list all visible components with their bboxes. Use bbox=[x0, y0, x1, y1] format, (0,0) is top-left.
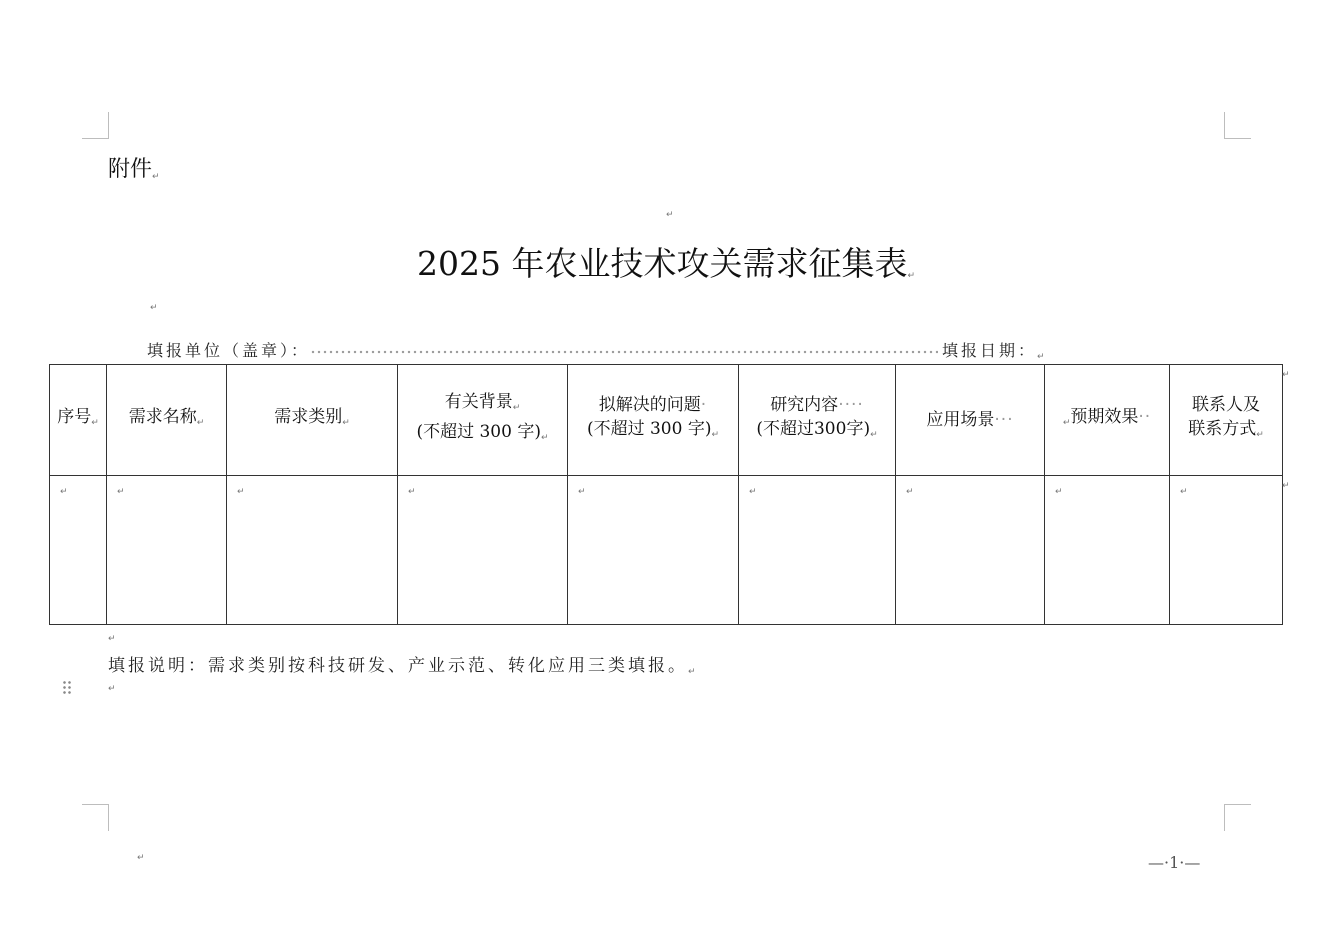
cell-end-mark-icon: ↵ bbox=[870, 430, 878, 440]
header-cell-contact[interactable] bbox=[1170, 365, 1283, 476]
cell-end-mark-icon: ↵ bbox=[237, 487, 245, 497]
row-end-mark-icon: ↵ bbox=[1282, 481, 1290, 491]
formatting-dots: ··· bbox=[994, 410, 1014, 430]
header-sublabel: 联系方式 bbox=[1188, 419, 1257, 439]
paragraph-mark-icon: ↵ bbox=[907, 271, 916, 281]
header-label: 需求类别 bbox=[274, 407, 343, 427]
fill-in-line[interactable] bbox=[147, 338, 1048, 362]
paragraph-mark-icon: ↵ bbox=[137, 853, 145, 863]
table-row bbox=[50, 476, 1283, 625]
page-number-value: 1 bbox=[1169, 853, 1180, 872]
cell-end-mark-icon: ↵ bbox=[342, 418, 350, 428]
row-end-mark-icon: ↵ bbox=[1282, 370, 1290, 380]
header-cell-research-content[interactable] bbox=[739, 365, 896, 476]
cell-end-mark-icon: ↵ bbox=[60, 487, 68, 497]
header-label: 预期效果 bbox=[1070, 407, 1139, 427]
filling-instructions[interactable] bbox=[108, 651, 699, 677]
cell-end-mark-icon: ↵ bbox=[91, 418, 99, 428]
table-cell[interactable] bbox=[398, 476, 568, 625]
header-label: 应用场景 bbox=[926, 410, 995, 430]
dotted-leader bbox=[310, 347, 938, 357]
document-title[interactable] bbox=[0, 238, 1334, 285]
crop-mark-top-right bbox=[1224, 112, 1251, 139]
table-header-row bbox=[50, 365, 1283, 476]
paragraph-mark-icon: ↵ bbox=[108, 684, 116, 694]
cell-end-mark-icon: ↵ bbox=[512, 403, 521, 413]
formatting-dots: ···· bbox=[838, 395, 864, 415]
header-label: 有关背景 bbox=[444, 392, 513, 412]
table-cell[interactable] bbox=[896, 476, 1045, 625]
header-sublabel: (不超过 300 字) bbox=[416, 422, 541, 442]
header-label: 联系人及 bbox=[1192, 395, 1260, 415]
header-cell-background[interactable] bbox=[398, 365, 568, 476]
cell-end-mark-icon: ↵ bbox=[408, 487, 416, 497]
header-label: 需求名称 bbox=[128, 407, 197, 427]
header-cell-problem[interactable] bbox=[568, 365, 739, 476]
fill-unit-label: 填报单位（盖章）： bbox=[147, 341, 311, 360]
paragraph-mark-icon: ↵ bbox=[1037, 352, 1048, 362]
cell-end-mark-icon: ↵ bbox=[1256, 430, 1264, 440]
header-cell-index[interactable] bbox=[50, 365, 107, 476]
fill-date-label: 填报日期： bbox=[942, 341, 1038, 360]
cell-end-mark-icon: ↵ bbox=[711, 430, 720, 440]
filling-instructions-text: 填报说明：需求类别按科技研发、产业示范、转化应用三类填报。 bbox=[108, 656, 688, 676]
cell-end-mark-icon: ↵ bbox=[1180, 487, 1188, 497]
header-cell-demand-category[interactable] bbox=[227, 365, 398, 476]
table-cell[interactable] bbox=[1170, 476, 1283, 625]
cell-end-mark-icon: ↵ bbox=[117, 487, 125, 497]
table-cell[interactable] bbox=[1045, 476, 1170, 625]
paragraph-mark-icon: ↵ bbox=[108, 634, 116, 644]
cell-end-mark-icon: ↵ bbox=[578, 487, 586, 497]
paragraph-mark-icon: ↵ bbox=[152, 172, 160, 182]
formatting-dots: ·· bbox=[1138, 407, 1152, 427]
header-label: 研究内容 bbox=[770, 395, 839, 415]
header-cell-demand-name[interactable] bbox=[107, 365, 227, 476]
cell-end-mark-icon: ↵ bbox=[1062, 418, 1071, 428]
header-label: 拟解决的问题 bbox=[598, 395, 701, 415]
attachment-label[interactable] bbox=[108, 152, 160, 183]
table-cell[interactable] bbox=[568, 476, 739, 625]
paragraph-mark-icon: ↵ bbox=[666, 210, 674, 220]
cell-end-mark-icon: ↵ bbox=[906, 487, 914, 497]
cell-end-mark-icon: ↵ bbox=[1055, 487, 1063, 497]
header-cell-application-scenario[interactable] bbox=[896, 365, 1045, 476]
paragraph-mark-icon: ↵ bbox=[150, 303, 158, 313]
crop-mark-top-left bbox=[82, 112, 109, 139]
attachment-label-text: 附件 bbox=[108, 157, 153, 182]
header-sublabel: (不超过300字) bbox=[756, 419, 871, 439]
crop-mark-bottom-right bbox=[1224, 804, 1251, 831]
formatting-dots: · bbox=[700, 395, 708, 415]
header-label: 序号 bbox=[57, 407, 92, 427]
table-cell[interactable] bbox=[107, 476, 227, 625]
table-cell[interactable] bbox=[739, 476, 896, 625]
cell-end-mark-icon: ↵ bbox=[749, 487, 757, 497]
page-number: —·1·— bbox=[1148, 853, 1201, 872]
cell-end-mark-icon: ↵ bbox=[196, 418, 205, 428]
header-cell-expected-effect[interactable] bbox=[1045, 365, 1170, 476]
header-sublabel: (不超过 300 字) bbox=[586, 419, 712, 439]
table-cell[interactable] bbox=[227, 476, 398, 625]
crop-mark-bottom-left bbox=[82, 804, 109, 831]
cell-end-mark-icon: ↵ bbox=[540, 433, 549, 443]
paragraph-mark-icon: ↵ bbox=[688, 667, 699, 677]
drag-handle-icon[interactable] bbox=[62, 680, 72, 694]
table-cell[interactable] bbox=[50, 476, 107, 625]
requirements-table bbox=[49, 364, 1283, 625]
document-title-text: 2025 年农业技术攻关需求征集表 bbox=[416, 244, 908, 283]
